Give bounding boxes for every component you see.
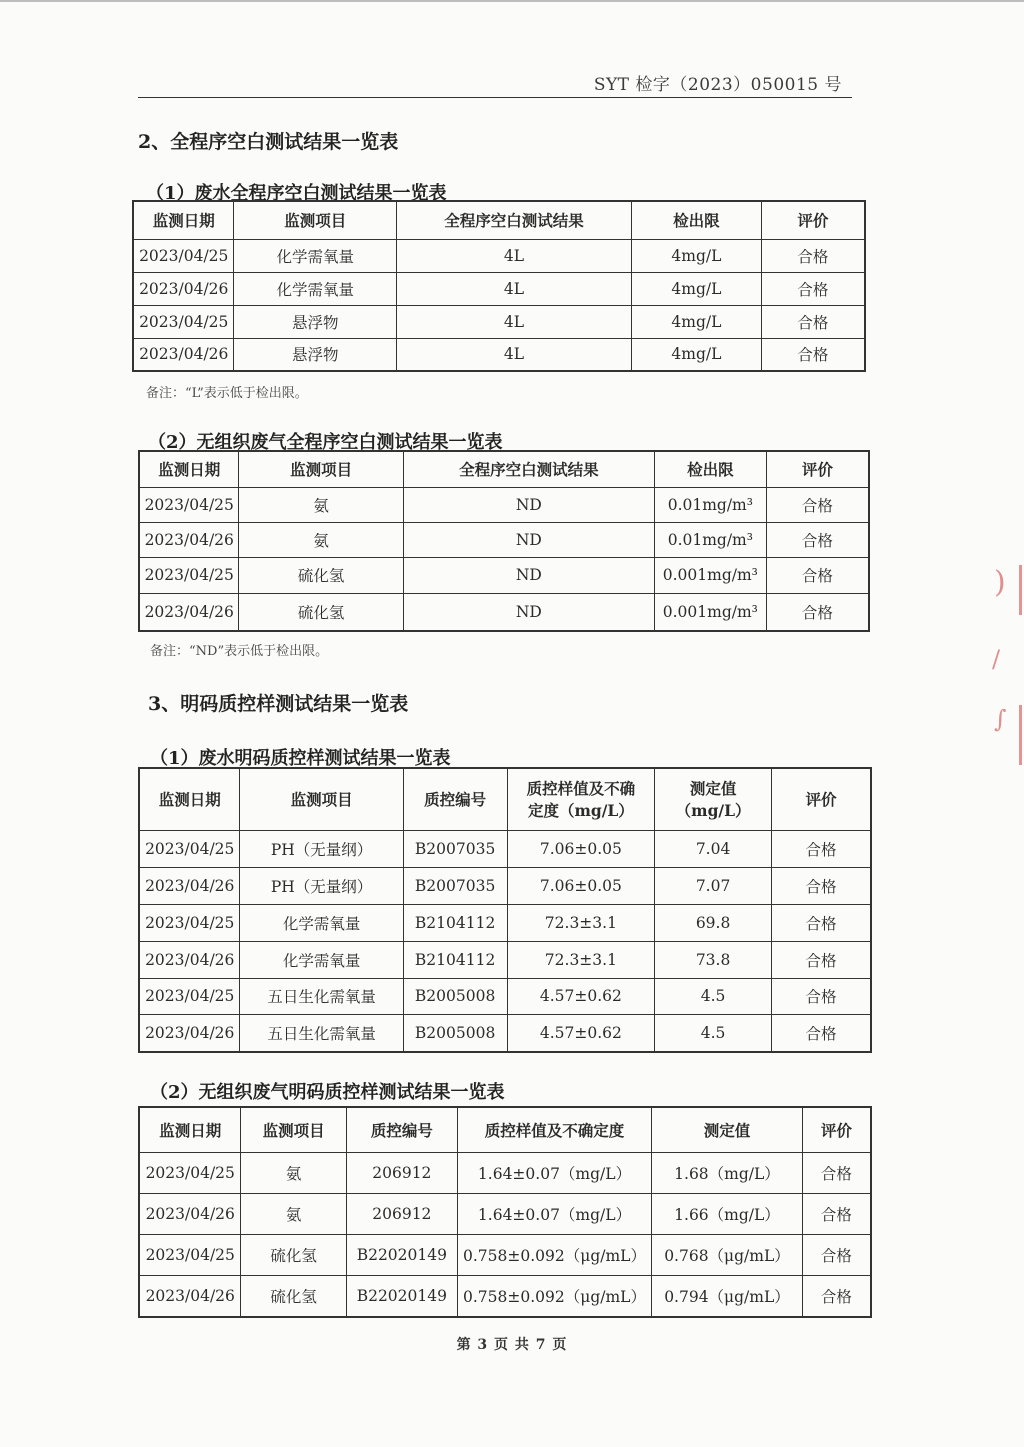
cell: ND [403,522,654,557]
cell: 合格 [771,941,871,978]
cell: 0.001mg/m³ [654,557,766,593]
cell: ND [403,593,654,631]
cell: 0.758±0.092（μg/mL） [457,1275,651,1317]
cell: 悬浮物 [234,305,396,338]
cell: 7.06±0.05 [507,830,655,867]
cell: 合格 [802,1275,871,1317]
cell: 合格 [802,1193,871,1234]
col-header: 检出限 [632,201,762,239]
air-qc-table [138,1106,872,1318]
cell: 4mg/L [632,272,762,305]
cell: ND [403,487,654,522]
col-header: 评价 [766,451,869,487]
cell: 合格 [771,867,871,904]
cell: 69.8 [655,904,772,941]
col-header: 质控样值及不确定度 [457,1107,651,1152]
header-rule [138,97,852,98]
cell: 氨 [239,522,403,557]
cell: 0.01mg/m³ [654,487,766,522]
cell: 合格 [771,904,871,941]
table-row [139,1014,871,1052]
cell: 2023/04/26 [133,272,234,305]
header-line: 质控样值及不确 [526,779,636,799]
col-header: 监测项目 [234,201,396,239]
cell: 2023/04/25 [133,305,234,338]
table-note: 备注：“L”表示低于检出限。 [146,386,308,401]
cell: 硫化氢 [241,1275,346,1317]
table-row [139,1193,871,1234]
cell: 0.758±0.092（μg/mL） [457,1234,651,1275]
cell: 合格 [761,272,865,305]
table-row [139,867,871,904]
cell: 4L [396,338,631,371]
cell: 悬浮物 [234,338,396,371]
cell: 0.768（μg/mL） [652,1234,803,1275]
wastewater-blank-table-title: （1）废水全程序空白测试结果一览表 [146,183,447,204]
seal-mark: ∫ [994,705,1007,733]
cell: 氨 [241,1152,346,1193]
col-header: 质控编号 [346,1107,457,1152]
seal-edge [1019,705,1022,765]
table-note: 备注：“ND”表示低于检出限。 [150,644,329,659]
table-row [133,272,865,305]
cell: 2023/04/25 [139,1152,241,1193]
wastewater-qc-table-title: （1）废水明码质控样测试结果一览表 [150,748,451,769]
cell: 206912 [346,1152,457,1193]
col-header: 评价 [771,768,871,830]
col-header: 评价 [802,1107,871,1152]
cell: 4L [396,305,631,338]
cell: 氨 [239,487,403,522]
cell: 4.5 [655,978,772,1014]
cell: 硫化氢 [239,557,403,593]
col-header: 测定值 [652,1107,803,1152]
table-row [139,1275,871,1317]
col-header: 全程序空白测试结果 [396,201,631,239]
cell: 4.5 [655,1014,772,1052]
cell: 氨 [241,1193,346,1234]
table-row [139,904,871,941]
header-line: （mg/L） [675,801,751,821]
col-header-measured [655,768,772,830]
section-2-title: 2、全程序空白测试结果一览表 [138,131,399,153]
cell: 7.07 [655,867,772,904]
cell: 2023/04/26 [139,1014,240,1052]
col-header: 检出限 [654,451,766,487]
col-header-qc-value [507,768,655,830]
cell: 72.3±3.1 [507,941,655,978]
cell: 化学需氧量 [234,239,396,272]
cell: 化学需氧量 [234,272,396,305]
cell: 2023/04/26 [139,522,239,557]
col-header: 监测项目 [240,768,403,830]
cell: 合格 [771,830,871,867]
col-header: 监测日期 [139,1107,241,1152]
col-header: 评价 [761,201,865,239]
cell: 合格 [761,239,865,272]
cell: 化学需氧量 [240,941,403,978]
col-header: 质控编号 [403,768,507,830]
scan-edge-line [0,0,1024,2]
cell: 2023/04/26 [139,1193,241,1234]
seal-mark: ∕ [992,645,1001,673]
cell: B22020149 [346,1234,457,1275]
air-blank-table [138,450,870,632]
cell: 7.06±0.05 [507,867,655,904]
cell: 2023/04/25 [139,557,239,593]
cell: B2104112 [403,941,507,978]
cell: 4mg/L [632,338,762,371]
table-row [139,1234,871,1275]
cell: B2007035 [403,830,507,867]
col-header: 监测日期 [139,451,239,487]
cell: PH（无量纲） [240,830,403,867]
col-header: 监测日期 [139,768,240,830]
cell: B2005008 [403,978,507,1014]
header-line: 测定值 [689,779,737,799]
cell: B2007035 [403,867,507,904]
cell: 72.3±3.1 [507,904,655,941]
air-qc-table-title: （2）无组织废气明码质控样测试结果一览表 [150,1082,505,1103]
cell: 1.64±0.07（mg/L） [457,1193,651,1234]
cell: 五日生化需氧量 [240,1014,403,1052]
cell: 1.68（mg/L） [652,1152,803,1193]
cell: 0.001mg/m³ [654,593,766,631]
seal-stamp [988,555,1024,775]
cell: 7.04 [655,830,772,867]
cell: 2023/04/26 [139,593,239,631]
cell: 合格 [802,1152,871,1193]
table-row [139,593,869,631]
cell: 2023/04/26 [133,338,234,371]
cell: 4mg/L [632,305,762,338]
cell: 2023/04/25 [139,830,240,867]
wastewater-blank-table [132,200,866,372]
cell: 1.64±0.07（mg/L） [457,1152,651,1193]
cell: 4L [396,239,631,272]
table-row [139,522,869,557]
cell: 4.57±0.62 [507,978,655,1014]
table-row [139,557,869,593]
wastewater-qc-table [138,767,872,1053]
cell: 4.57±0.62 [507,1014,655,1052]
cell: 合格 [766,487,869,522]
cell: 合格 [761,338,865,371]
cell: 化学需氧量 [240,904,403,941]
table-row [139,487,869,522]
cell: 合格 [771,1014,871,1052]
table-row [139,1152,871,1193]
col-header: 监测项目 [239,451,403,487]
page-footer: 第 3 页 共 7 页 [456,1337,568,1353]
cell: 合格 [771,978,871,1014]
table-row [139,978,871,1014]
seal-mark: ) [994,565,1006,600]
cell: 0.794（μg/mL） [652,1275,803,1317]
cell: 2023/04/26 [139,1275,241,1317]
table-row [139,830,871,867]
col-header: 监测项目 [241,1107,346,1152]
cell: B2005008 [403,1014,507,1052]
document-number: SYT 检字（2023）050015 号 [593,75,842,95]
cell: 2023/04/26 [139,941,240,978]
cell: ND [403,557,654,593]
cell: 73.8 [655,941,772,978]
cell: 合格 [802,1234,871,1275]
cell: 0.01mg/m³ [654,522,766,557]
table-header-row [139,451,869,487]
cell: 2023/04/25 [133,239,234,272]
cell: 2023/04/25 [139,904,240,941]
table-row [139,941,871,978]
header-line: 定度（mg/L） [527,801,634,821]
cell: 2023/04/25 [139,487,239,522]
col-header: 全程序空白测试结果 [403,451,654,487]
cell: 合格 [766,522,869,557]
cell: PH（无量纲） [240,867,403,904]
table-row [133,239,865,272]
cell: 4L [396,272,631,305]
table-header-row [139,768,871,830]
table-row [133,305,865,338]
cell: B22020149 [346,1275,457,1317]
cell: 硫化氢 [241,1234,346,1275]
cell: 2023/04/25 [139,1234,241,1275]
table-row [133,338,865,371]
cell: 合格 [761,305,865,338]
table-header-row [139,1107,871,1152]
seal-edge [1019,565,1022,615]
cell: 硫化氢 [239,593,403,631]
table-header-row [133,201,865,239]
cell: 合格 [766,557,869,593]
section-3-title: 3、明码质控样测试结果一览表 [148,693,409,715]
col-header: 监测日期 [133,201,234,239]
cell: 206912 [346,1193,457,1234]
air-blank-table-title: （2）无组织废气全程序空白测试结果一览表 [148,432,503,453]
cell: 4mg/L [632,239,762,272]
cell: 合格 [766,593,869,631]
cell: 五日生化需氧量 [240,978,403,1014]
cell: 2023/04/25 [139,978,240,1014]
cell: B2104112 [403,904,507,941]
cell: 2023/04/26 [139,867,240,904]
cell: 1.66（mg/L） [652,1193,803,1234]
